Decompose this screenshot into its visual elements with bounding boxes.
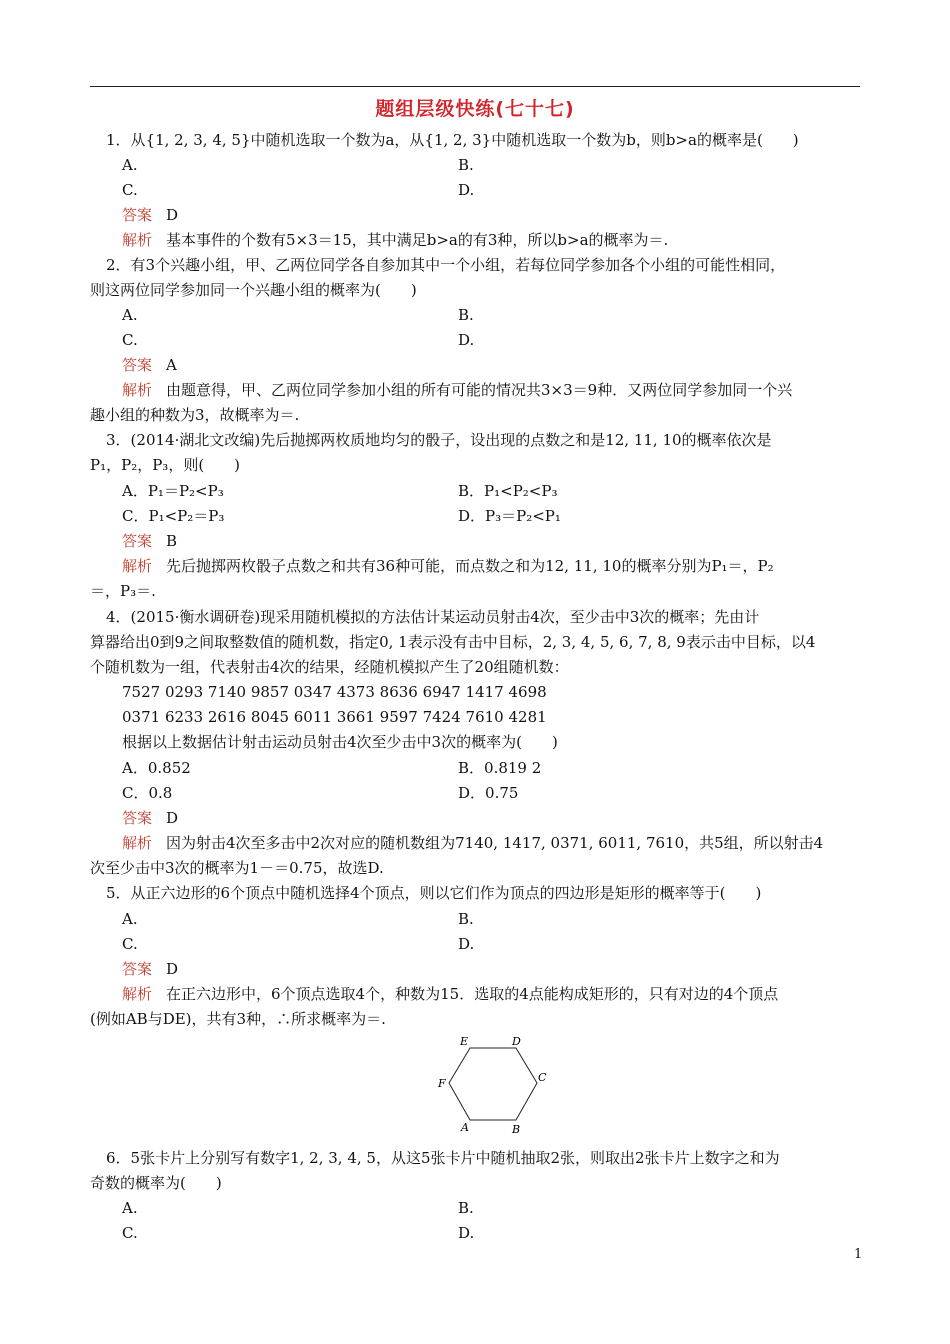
q2-option-b: B.	[458, 306, 474, 324]
answer-label: 答案	[122, 532, 153, 550]
q5-option-a: A.	[122, 910, 138, 928]
hexagon-figure	[430, 1034, 555, 1136]
analysis-label: 解析	[122, 381, 153, 399]
q6-option-d: D.	[458, 1224, 475, 1242]
q5-option-b: B.	[458, 910, 474, 928]
q4-data-row2: 0371 6233 2616 8045 6011 3661 9597 7424 7610 4281	[122, 708, 547, 726]
q2-option-d: D.	[458, 331, 475, 349]
answer-value: A	[166, 356, 177, 374]
q4-option-c: C．0.8	[122, 784, 173, 802]
q1-option-a: A.	[122, 156, 138, 174]
q6-stem-line2: 奇数的概率为( )	[90, 1174, 222, 1192]
q2-stem-line2: 则这两位同学参加同一个兴趣小组的概率为( )	[90, 281, 417, 299]
q5-answer	[122, 959, 178, 979]
answer-value: D	[166, 809, 179, 827]
analysis-label: 解析	[122, 834, 153, 852]
header-rule	[90, 86, 860, 87]
answer-label: 答案	[122, 206, 153, 224]
q4-answer	[122, 808, 178, 828]
analysis-text: 基本事件的个数有5×3＝15，其中满足b>a的有3种，所以b>a的概率为＝.	[166, 231, 669, 249]
q3-analysis-line2: ＝，P₃＝.	[90, 582, 156, 600]
vertex-label-c: C	[538, 1071, 547, 1084]
analysis-text: 因为射击4次至多击中2次对应的随机数组为7140, 1417, 0371, 6011, 7610，共5组，所以射击4	[166, 834, 824, 852]
analysis-text: 先后抛掷两枚骰子点数之和共有36种可能，而点数之和为12, 11, 10的概率分别为P₁＝，P₂	[166, 557, 774, 575]
answer-value: D	[166, 960, 179, 978]
answer-value: B	[166, 532, 178, 550]
answer-label: 答案	[122, 356, 153, 374]
q4-stem-line2: 算器给出0到9之间取整数值的随机数，指定0, 1表示没有击中目标，2, 3, 4, 5, 6, 7, 8, 9表示击中目标，以4	[90, 633, 816, 651]
q1-analysis	[122, 230, 668, 250]
q4-stem-question: 根据以上数据估计射击运动员射击4次至少击中3次的概率为( )	[122, 733, 558, 751]
vertex-label-b: B	[512, 1123, 521, 1136]
q4-stem-line3: 个随机数为一组，代表射击4次的结果，经随机模拟产生了20组随机数：	[90, 658, 569, 676]
q4-stem-line1: 4．(2015·衡水调研卷)现采用随机模拟的方法估计某运动员射击4次，至少击中3次的概率；先由计	[106, 608, 760, 626]
q1-stem: 1．从{1, 2, 3, 4, 5}中随机选取一个数为a，从{1, 2, 3}中随机选取一个数为b，则b>a的概率是( )	[106, 131, 799, 149]
q3-stem-line1: 3．(2014·湖北文改编)先后抛掷两枚质地均匀的骰子，设出现的点数之和是12, 11, 10的概率依次是	[106, 431, 772, 449]
q3-option-c: C．P₁<P₂＝P₃	[122, 507, 225, 525]
q4-option-b: B．0.819 2	[458, 759, 542, 777]
q4-analysis-line2: 次至少击中3次的概率为1－＝0.75，故选D.	[90, 859, 384, 877]
q6-option-b: B.	[458, 1199, 474, 1217]
q2-stem-line1: 2．有3个兴趣小组，甲、乙两位同学各自参加其中一个小组，若每位同学参加各个小组的可能性相同，	[106, 256, 786, 274]
q3-answer	[122, 531, 177, 551]
q2-analysis-line1	[122, 380, 792, 400]
q3-analysis-line1	[122, 556, 774, 576]
q4-option-d: D．0.75	[458, 784, 519, 802]
answer-value: D	[166, 206, 179, 224]
analysis-text: 由题意得，甲、乙两位同学参加小组的所有可能的情况共3×3＝9种．又两位同学参加同一个兴	[166, 381, 793, 399]
q5-option-c: C.	[122, 935, 138, 953]
page-number: 1	[854, 1247, 863, 1262]
q6-option-c: C.	[122, 1224, 138, 1242]
q1-answer	[122, 205, 178, 225]
q1-option-b: B.	[458, 156, 474, 174]
q2-analysis-line2: 趣小组的种数为3，故概率为＝.	[90, 406, 300, 424]
q4-analysis-line1	[122, 833, 823, 853]
q4-data-row1: 7527 0293 7140 9857 0347 4373 8636 6947 1417 4698	[122, 683, 547, 701]
analysis-text: 在正六边形中，6个顶点选取4个，种数为15．选取的4点能构成矩形的，只有对边的4个顶点	[166, 985, 779, 1003]
answer-label: 答案	[122, 809, 153, 827]
q5-analysis-line1	[122, 984, 778, 1004]
page-title: 题组层级快练(七十七)	[375, 98, 575, 120]
vertex-label-e: E	[460, 1035, 469, 1048]
q4-option-a: A．0.852	[122, 759, 191, 777]
q3-option-d: D．P₃＝P₂<P₁	[458, 507, 561, 525]
q3-option-b: B．P₁<P₂<P₃	[458, 482, 558, 500]
vertex-label-a: A	[461, 1121, 469, 1134]
vertex-label-d: D	[512, 1035, 521, 1048]
q6-option-a: A.	[122, 1199, 138, 1217]
vertex-label-f: F	[438, 1077, 446, 1090]
q2-answer	[122, 355, 177, 375]
answer-label: 答案	[122, 960, 153, 978]
q1-option-c: C.	[122, 181, 138, 199]
analysis-label: 解析	[122, 557, 153, 575]
analysis-label: 解析	[122, 985, 153, 1003]
hexagon-shape	[449, 1048, 537, 1120]
q3-option-a: A．P₁＝P₂<P₃	[122, 482, 224, 500]
q6-stem-line1: 6．5张卡片上分别写有数字1, 2, 3, 4, 5，从这5张卡片中随机抽取2张，则取出2张卡片上数字之和为	[106, 1149, 780, 1167]
q2-option-a: A.	[122, 306, 138, 324]
q2-option-c: C.	[122, 331, 138, 349]
q3-stem-line2: P₁，P₂，P₃，则( )	[90, 456, 241, 474]
q1-option-d: D.	[458, 181, 475, 199]
q5-analysis-line2: (例如AB与DE)，共有3种，∴所求概率为＝.	[90, 1010, 386, 1028]
q5-option-d: D.	[458, 935, 475, 953]
analysis-label: 解析	[122, 231, 153, 249]
q5-stem: 5．从正六边形的6个顶点中随机选择4个顶点，则以它们作为顶点的四边形是矩形的概率等于( )	[106, 884, 762, 902]
